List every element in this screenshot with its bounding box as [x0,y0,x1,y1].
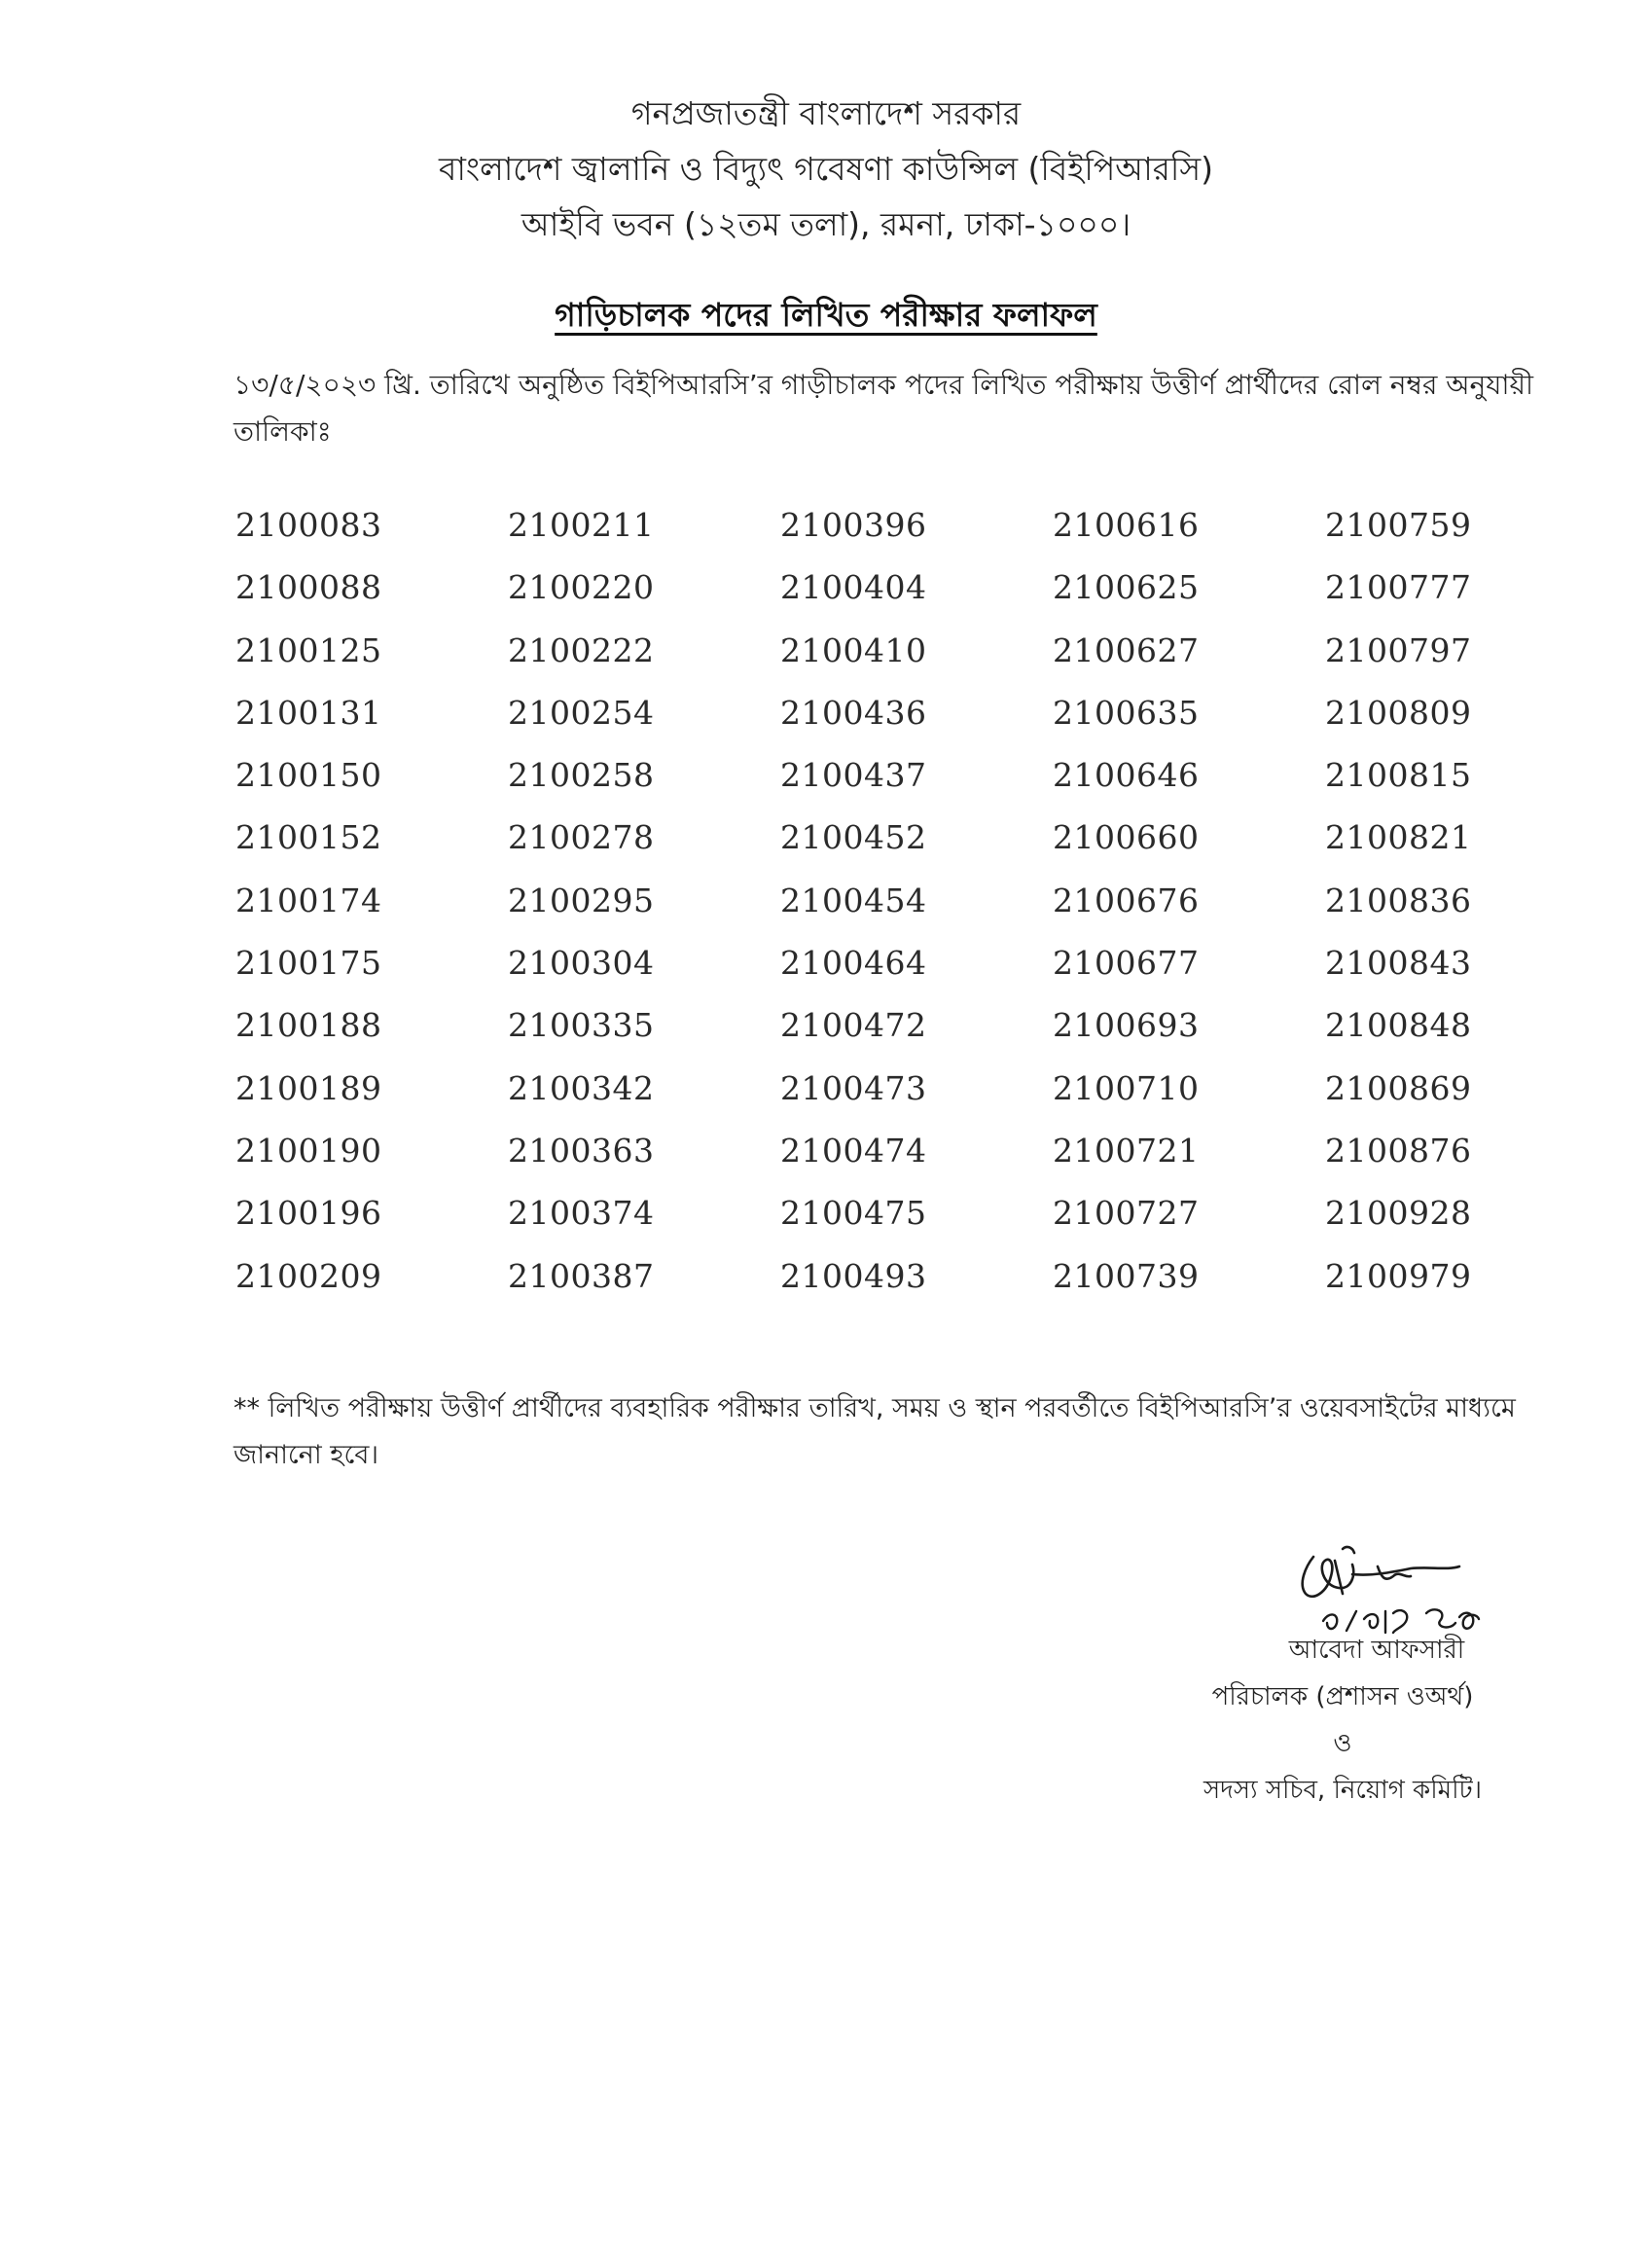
notice-title: গাড়িচালক পদের লিখিত পরীক্ষার ফলাফল [555,296,1097,334]
roll-number: 2100437 [780,756,927,795]
roll-number: 2100693 [1053,1006,1200,1045]
roll-number: 2100374 [508,1194,655,1233]
roll-number: 2100759 [1325,506,1472,544]
roll-number: 2100869 [1325,1068,1472,1107]
roll-number: 2100175 [235,944,382,983]
roll-column [1325,494,1598,1308]
roll-number: 2100777 [1325,568,1472,607]
roll-number: 2100475 [780,1194,927,1233]
roll-number: 2100125 [235,630,382,669]
roll-number: 2100464 [780,944,927,983]
roll-number: 2100843 [1325,944,1472,983]
roll-number: 2100258 [508,756,655,795]
roll-number: 2100727 [1053,1194,1200,1233]
footnote: ** লিখিত পরীক্ষায় উত্তীর্ণ প্রার্থীদের ব্যবহারিক পরীক্ষার তারিখ, সময় ও স্থান পরবর্তীতে বিইপিআরসি’র ওয়েবসাইটের মাধ্যমে জানানো হবে। [233,1393,1516,1470]
roll-number: 2100721 [1053,1131,1200,1170]
roll-column [508,494,780,1308]
roll-number-grid [235,494,1598,1308]
roll-number: 2100189 [235,1068,382,1107]
header-address: আইবি ভবন (১২তম তলা), রমনা, ঢাকা-১০০০। [521,205,1131,243]
roll-number: 2100928 [1325,1194,1472,1233]
roll-number: 2100627 [1053,630,1200,669]
roll-number: 2100396 [780,506,927,544]
roll-number: 2100739 [1053,1256,1200,1295]
roll-number: 2100387 [508,1256,655,1295]
roll-number: 2100625 [1053,568,1200,607]
roll-number: 2100131 [235,693,382,732]
roll-number: 2100452 [780,818,927,857]
roll-number: 2100088 [235,568,382,607]
roll-number: 2100616 [1053,506,1200,544]
roll-number: 2100150 [235,756,382,795]
roll-number: 2100815 [1325,756,1472,795]
roll-number: 2100254 [508,693,655,732]
roll-number: 2100152 [235,818,382,857]
roll-number: 2100188 [235,1006,382,1045]
roll-number: 2100821 [1325,818,1472,857]
roll-number: 2100436 [780,693,927,732]
roll-number: 2100472 [780,1006,927,1045]
intro-text: ১৩/৫/২০২৩ খ্রি. তারিখে অনুষ্ঠিত বিইপিআরসি’র গাড়ীচালক পদের লিখিত পরীক্ষায় উত্তীর্ণ প্রার্থীদের রোল নম্বর অনুযায়ী তালিকাঃ [233,369,1534,448]
roll-number: 2100876 [1325,1131,1472,1170]
roll-number: 2100404 [780,568,927,607]
roll-number: 2100342 [508,1068,655,1107]
roll-number: 2100363 [508,1131,655,1170]
roll-number: 2100710 [1053,1068,1200,1107]
roll-number: 2100493 [780,1256,927,1295]
roll-number: 2100474 [780,1131,927,1170]
roll-number: 2100797 [1325,630,1472,669]
roll-column [235,494,508,1308]
roll-number: 2100190 [235,1131,382,1170]
roll-number: 2100083 [235,506,382,544]
signatory-name: আবেদা আফসারী [1288,1636,1465,1665]
roll-number: 2100809 [1325,693,1472,732]
roll-number: 2100836 [1325,881,1472,919]
roll-column [1053,494,1325,1308]
roll-number: 2100635 [1053,693,1200,732]
roll-number: 2100473 [780,1068,927,1107]
roll-number: 2100848 [1325,1006,1472,1045]
roll-number: 2100209 [235,1256,382,1295]
roll-number: 2100660 [1053,818,1200,857]
roll-number: 2100676 [1053,881,1200,919]
roll-number: 2100211 [508,506,655,544]
roll-number: 2100222 [508,630,655,669]
roll-number: 2100677 [1053,944,1200,983]
roll-number: 2100410 [780,630,927,669]
roll-number: 2100335 [508,1006,655,1045]
roll-number: 2100196 [235,1194,382,1233]
letterhead [0,86,1652,252]
signature-block [1148,1627,1537,1814]
roll-number: 2100295 [508,881,655,919]
roll-number: 2100304 [508,944,655,983]
roll-number: 2100278 [508,818,655,857]
signatory-conjunction: ও [1333,1729,1352,1758]
roll-number: 2100646 [1053,756,1200,795]
roll-number: 2100979 [1325,1256,1472,1295]
roll-number: 2100220 [508,568,655,607]
header-organization: বাংলাদেশ জ্বালানি ও বিদ্যুৎ গবেষণা কাউন্সিল (বিইপিআরসি) [438,150,1214,188]
header-government: গনপ্রজাতন্ত্রী বাংলাদেশ সরকার [630,94,1022,132]
signatory-role: সদস্য সচিব, নিয়োগ কমিটি। [1203,1776,1482,1805]
signatory-designation: পরিচালক (প্রশাসন ওঅর্থ) [1211,1682,1474,1711]
roll-number: 2100454 [780,881,927,919]
roll-column [780,494,1053,1308]
roll-number: 2100174 [235,881,382,919]
